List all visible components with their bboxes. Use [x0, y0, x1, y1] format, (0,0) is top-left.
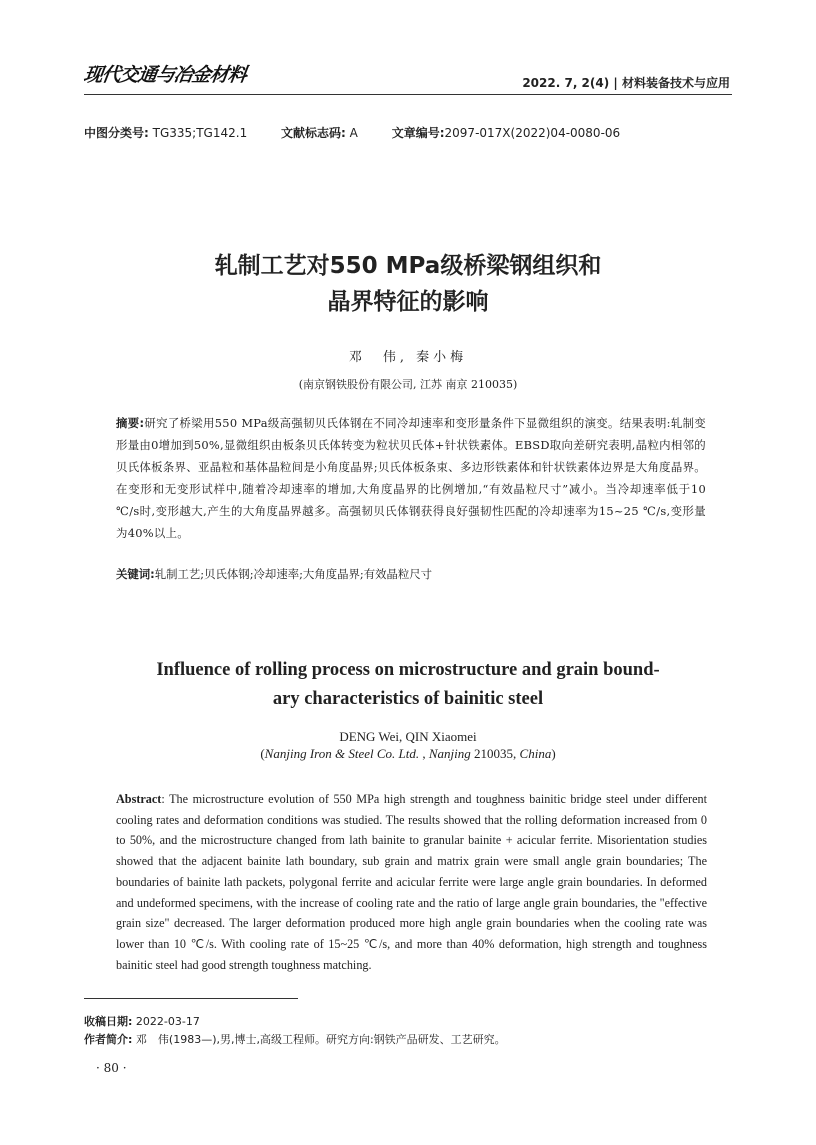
received-value: 2022-03-17: [135, 1015, 200, 1028]
affiliation-org: Nanjing Iron & Steel Co. Ltd.: [264, 746, 420, 761]
abstract-zh-label: 摘要:: [116, 416, 145, 430]
abstract-en-text: The microstructure evolution of 550 MPa high strength and toughness bainitic bridge steel under different cooling rates and deformation conditions was studied. The results showed that the rolling deformation increased from 0 to 50%, and the microstructure changed from lath bainite to granular bainite + acicular ferrite. Misorientation studies showed that the adjacent bainite lath boundary, sub grain and matrix grain were small angle grain boundaries; The boundaries of bainite lath packets, polygonal ferrite and acicular ferrite were large angle grain boundaries. In deformed and undeformed specimens, with the increase of cooling rate and the ratio of large angle grain boundaries, the "effective grain size" decreased. The larger deformation produced more high angle grain boundaries when the cooling rate was lower than 10 ℃/s. With cooling rate of 15~25 ℃/s, and more than 40% deformation, high strength and toughness bainitic steel had good strength toughness matching.: [116, 792, 707, 972]
title-zh-line1: 轧制工艺对550 MPa级桥梁钢组织和: [214, 253, 602, 279]
journal-logo: 现代交通与冶金材料: [82, 64, 248, 86]
title-en-line1: Influence of rolling process on microstructure and grain bound-: [156, 660, 660, 680]
footnote-rule: [84, 998, 298, 999]
keywords-zh-text: 轧制工艺;贝氏体钢;冷却速率;大角度晶界;有效晶粒尺寸: [154, 567, 433, 581]
abstract-zh: [116, 412, 706, 544]
abstract-zh-text: 研究了桥梁用550 MPa级高强韧贝氏体钢在不同冷却速率和变形量条件下显微组织的演变。结果表明:轧制变形量由0增加到50%,显微组织由板条贝氏体转变为粒状贝氏体+针状铁素体。EBSD取向差研究表明,晶粒内相邻的贝氏体板条界、亚晶粒和基体晶粒间是小角度晶界;贝氏体板条束、多边形铁素体和针状铁素体边界是大角度晶界。在变形和无变形试样中,随着冷却速率的增加,大角度晶界的比例增加,“有效晶粒尺寸”减小。当冷却速率低于10 ℃/s时,变形越大,产生的大角度晶界越多。高强韧贝氏体钢获得良好强韧性匹配的冷却速率为15~25 ℃/s,变形量为40%以上。: [116, 416, 706, 540]
title-zh: [80, 248, 736, 320]
received-date: [84, 1013, 200, 1029]
doc-code-value: A: [349, 126, 358, 140]
affiliation-zip: 210035: [474, 746, 514, 761]
abstract-en-label: Abstract: [116, 792, 162, 806]
header-separator: |: [613, 76, 618, 90]
author-bio: [84, 1031, 506, 1047]
bio-value: 邓 伟(1983—),男,博士,高级工程师。研究方向:钢铁产品研发、工艺研究。: [135, 1033, 506, 1046]
article-meta: [84, 124, 724, 141]
received-label: 收稿日期:: [84, 1015, 133, 1028]
affiliation-zh: (南京钢铁股份有限公司, 江苏 南京 210035): [298, 378, 518, 391]
clc-value: TG335;TG142.1: [152, 126, 248, 140]
abstract-en-colon: :: [161, 792, 165, 806]
column-name: 材料装备技术与应用: [621, 76, 730, 90]
article-no-label: 文章编号:: [391, 126, 445, 140]
abstract-en: [116, 789, 707, 975]
keywords-zh: [116, 566, 706, 582]
article-no-value: 2097-017X(2022)04-0080-06: [444, 126, 621, 140]
doc-code-label: 文献标志码:: [281, 126, 346, 140]
header-rule: [84, 94, 732, 95]
title-en-line2: ary characteristics of bainitic steel: [272, 689, 544, 709]
clc-label: 中图分类号:: [84, 126, 149, 140]
affiliation-en: (Nanjing Iron & Steel Co. Ltd. , Nanjing 210035, China): [260, 746, 556, 761]
title-zh-line2: 晶界特征的影响: [327, 289, 489, 315]
bio-label: 作者简介:: [84, 1033, 133, 1046]
issue-number: 2022. 7, 2(4): [522, 76, 610, 90]
page-number: · 80 ·: [96, 1061, 127, 1075]
keywords-zh-label: 关键词:: [116, 567, 155, 581]
affiliation-city: Nanjing: [428, 746, 471, 761]
affiliation-country: China: [519, 746, 552, 761]
paren-close: ): [551, 746, 556, 761]
title-en: [90, 656, 726, 714]
authors-zh: 邓 伟, 秦小梅: [348, 350, 468, 365]
issue-header: [522, 74, 730, 91]
authors-en: DENG Wei, QIN Xiaomei: [339, 729, 477, 744]
paren-open: (: [260, 746, 265, 761]
